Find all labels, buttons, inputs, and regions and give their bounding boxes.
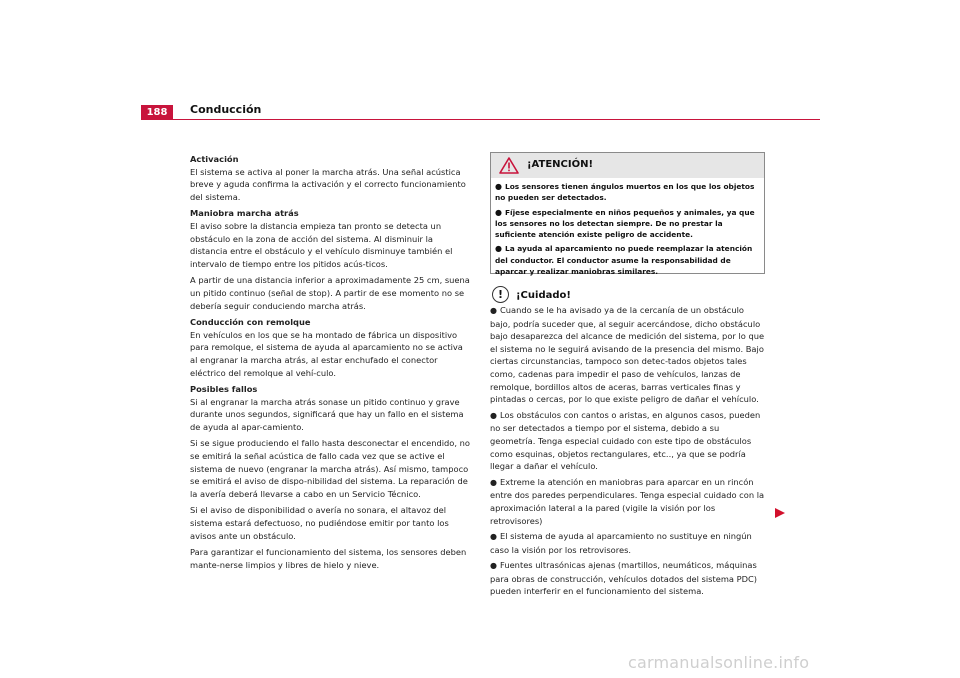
section-heading: Activación bbox=[190, 154, 239, 164]
bullet-icon: ● bbox=[490, 532, 497, 542]
list-item-text: Fíjese especialmente en niños pequeños y animales, ya que los sensores no los detectan siempre. De no prestar la suficiente atención existe peligro de accidente. bbox=[495, 207, 755, 240]
warning-title: ¡ATENCIÓN! bbox=[527, 159, 594, 170]
section-maniobra bbox=[190, 207, 470, 312]
list-item-text: Los sensores tienen ángulos muertos en los que los objetos no pueden ser detectados. bbox=[495, 182, 755, 203]
header-divider bbox=[141, 119, 820, 120]
paragraph: El sistema se activa al poner la marcha atrás. Una señal acústica breve y aguda confirma la activación y el correcto funcionamiento del sistema. bbox=[190, 166, 466, 202]
paragraph: Si al engranar la marcha atrás sonase un pitido continuo y grave durante unos segundos, significará que hay un fallo en el sistema de ayuda al apar-camiento. bbox=[190, 396, 464, 432]
caution-header bbox=[490, 286, 690, 306]
paragraph: Para garantizar el funcionamiento del sistema, los sensores deben mante-nerse limpios y libres de hielo y nieve. bbox=[190, 547, 467, 570]
list-item-text: La ayuda al aparcamiento no puede reemplazar la atención del conductor. El conductor asume la responsabilidad de aparcar y realizar maniobras similares. bbox=[495, 244, 753, 277]
warning-body bbox=[491, 178, 764, 277]
watermark: carmanualsonline.info bbox=[628, 653, 810, 672]
warning-triangle-icon bbox=[499, 157, 519, 174]
left-column bbox=[190, 153, 470, 575]
bullet-icon: ● bbox=[495, 182, 502, 191]
list-item bbox=[490, 304, 767, 406]
page-header bbox=[0, 0, 960, 120]
list-item-text: Fuentes ultrasónicas ajenas (martillos, neumáticos, máquinas para obras de construcción, vehículos dotados del sistema PDC) pueden interferir en el funcionamiento del sistema. bbox=[490, 560, 758, 597]
paragraph: A partir de una distancia inferior a aproximadamente 25 cm, suena un pitido continuo (señal de stop). A partir de ese momento no se debería seguir conduciendo marcha atrás. bbox=[190, 275, 470, 311]
paragraph: En vehículos en los que se ha montado de fábrica un dispositivo para remolque, el sistema de ayuda al aparcamiento no se activa al engranar la marcha atrás, al estar enchufado el conector eléctrico del remolque al vehí-culo. bbox=[190, 329, 463, 378]
section-heading: Posibles fallos bbox=[190, 384, 258, 395]
list-item bbox=[495, 207, 760, 241]
paragraph: Si se sigue produciendo el fallo hasta desconectar el encendido, no se emitirá la señal acústica de fallo cada vez que se active el sistema de nuevo (engranar la marcha atrás). Así mismo, tampoco se emitirá el aviso de dispo-nibilidad del sistema. La reparación de la avería deberá llevarse a cabo en un Servicio Técnico. bbox=[190, 438, 470, 499]
warning-header bbox=[491, 153, 764, 178]
section-remolque bbox=[190, 316, 470, 379]
caution-body bbox=[490, 304, 767, 601]
list-item-text: El sistema de ayuda al aparcamiento no sustituye en ningún caso la visión por los retrovisores. bbox=[490, 531, 752, 555]
caution-title: ¡Cuidado! bbox=[516, 290, 571, 301]
section-heading: Maniobra marcha atrás bbox=[190, 208, 299, 219]
list-item bbox=[495, 181, 760, 204]
list-item bbox=[490, 530, 767, 556]
bullet-icon: ● bbox=[495, 207, 502, 217]
bullet-icon: ● bbox=[490, 410, 497, 420]
list-item-text: Los obstáculos con cantos o aristas, en algunos casos, pueden no ser detectados a tiempo por el sistema, debido a su geometría. Tenga especial cuidado con este tipo de obstáculos como esquinas, objetos rectangulares, etc.., ya que se podría llegar a dañar el vehículo. bbox=[490, 409, 761, 472]
list-item bbox=[490, 476, 767, 527]
bullet-icon: ● bbox=[495, 244, 502, 254]
section-fallos bbox=[190, 383, 470, 571]
paragraph: El aviso sobre la distancia empieza tan pronto se detecta un obstáculo en la zona de acción del sistema. Al disminuir la distancia entre el obstáculo y el vehículo disminuye también el intervalo de tiempo entre los pitidos acús-ticos. bbox=[190, 220, 453, 269]
continue-arrow-icon bbox=[774, 507, 786, 519]
bullet-icon: ● bbox=[490, 477, 497, 487]
section-heading: Conducción con remolque bbox=[190, 317, 311, 328]
bullet-icon: ● bbox=[490, 306, 497, 315]
list-item bbox=[490, 559, 767, 598]
section-activacion bbox=[190, 153, 470, 203]
list-item-text: Cuando se le ha avisado ya de la cercanía de un obstáculo bajo, podría suceder que, al seguir acercándose, dicho obstáculo bajo desaparezca del alcance de medición del sistema, por lo que el sistema no le seguirá avisando de la presencia del mismo. Bajo ciertas circunstancias, tampoco son detec-tados objetos tales como, cadenas para impedir el paso de vehículos, lanzas de remolque, bordillos altos de aceras, barras verticales finas y pintadas o cercas, por lo que existe peligro de dañar el vehículo. bbox=[490, 305, 765, 405]
list-item-text: Extreme la atención en maniobras para aparcar en un rincón entre dos paredes perpendiculares. Tenga especial cuidado con la aproximación lateral a la pared (vigile la visión por los retrovisores) bbox=[490, 476, 765, 526]
page-number: 188 bbox=[141, 105, 173, 120]
warning-box bbox=[490, 152, 765, 277]
bullet-icon: ● bbox=[490, 561, 497, 571]
page-title: Conducción bbox=[190, 103, 262, 116]
list-item bbox=[490, 409, 767, 473]
paragraph: Si el aviso de disponibilidad o avería no sonara, el altavoz del sistema estará defectuoso, no pudiéndose emitir por tanto los avisos ante un obstáculo. bbox=[190, 505, 449, 541]
list-item bbox=[495, 243, 760, 277]
caution-circle-icon: ! bbox=[492, 286, 509, 303]
